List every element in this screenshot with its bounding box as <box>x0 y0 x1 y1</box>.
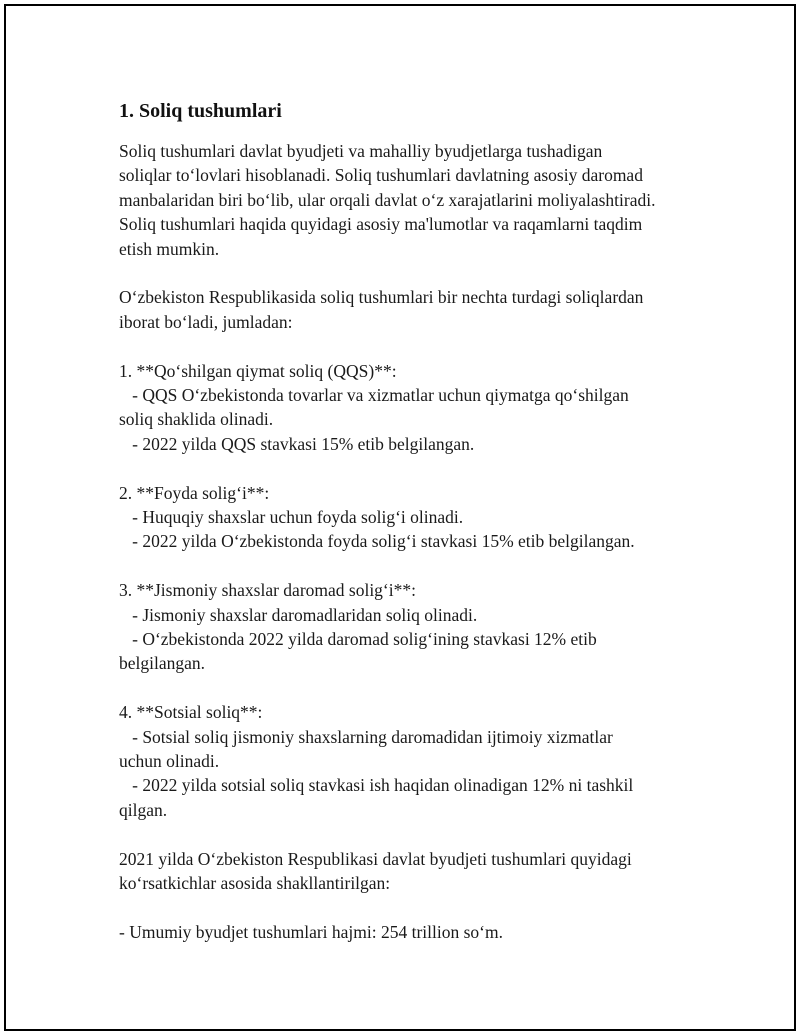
tax-item <box>119 700 689 822</box>
tax-item <box>119 359 689 457</box>
budget-total-line: - Umumiy byudjet tushumlari hajmi: 254 trillion so‘m. <box>119 921 504 942</box>
spacer <box>119 456 689 480</box>
tax-item-title: 3. **Jismoniy shaxslar daromad solig‘i**: <box>119 580 416 601</box>
spacer <box>119 334 689 358</box>
tax-item-details: - Sotsial soliq jismoniy shaxslarning daromadidan ijtimoiy xizmatlar uchun olinadi. - 2022 yilda sotsial soliq stavkasi ish haqidan olinadigan 12% ni tashkil qilgan. <box>119 726 634 820</box>
document-page <box>4 4 796 1031</box>
spacer <box>119 261 689 285</box>
spacer <box>119 676 689 700</box>
tax-types-intro: O‘zbekiston Respublikasida soliq tushumlari bir nechta turdagi soliqlardan iborat bo‘ladi, jumladan: <box>119 287 644 332</box>
tax-item-title: 4. **Sotsial soliq**: <box>119 702 263 723</box>
spacer <box>119 896 689 920</box>
intro-paragraph: Soliq tushumlari davlat byudjeti va mahalliy byudjetlarga tushadigan soliqlar to‘lovlari hisoblanadi. Soliq tushumlari davlatning asosiy daromad manbalaridan biri bo‘lib, ular orqali davlat o‘z xarajatlarini moliyalashtiradi. Soliq tushumlari haqida quyidagi asosiy ma'lumotlar va raqamlarni taqdim etish mumkin. <box>119 141 656 259</box>
tax-item-details: - QQS O‘zbekistonda tovarlar va xizmatlar uchun qiymatga qo‘shilgan soliq shaklida olinadi. - 2022 yilda QQS stavkasi 15% etib belgilangan. <box>119 385 629 454</box>
spacer <box>119 822 689 846</box>
tax-item <box>119 481 689 554</box>
budget-intro: 2021 yilda O‘zbekiston Respublikasi davlat byudjeti tushumlari quyidagi ko‘rsatkichlar asosida shakllantirilgan: <box>119 848 632 894</box>
tax-item <box>119 578 689 676</box>
document-body <box>119 98 689 944</box>
tax-item-details: - Huquqiy shaxslar uchun foyda solig‘i olinadi. - 2022 yilda O‘zbekistonda foyda solig‘i stavkasi 15% etib belgilangan. <box>132 507 635 552</box>
tax-item-title: 2. **Foyda solig‘i**: <box>119 482 270 503</box>
spacer <box>119 554 689 578</box>
tax-item-details: - Jismoniy shaxslar daromadlaridan soliq olinadi. - O‘zbekistonda 2022 yilda daromad solig‘ining stavkasi 12% etib belgilangan. <box>119 604 597 674</box>
tax-item-title: 1. **Qo‘shilgan qiymat soliq (QQS)**: <box>119 360 397 381</box>
section-heading: 1. Soliq tushumlari <box>119 100 282 122</box>
